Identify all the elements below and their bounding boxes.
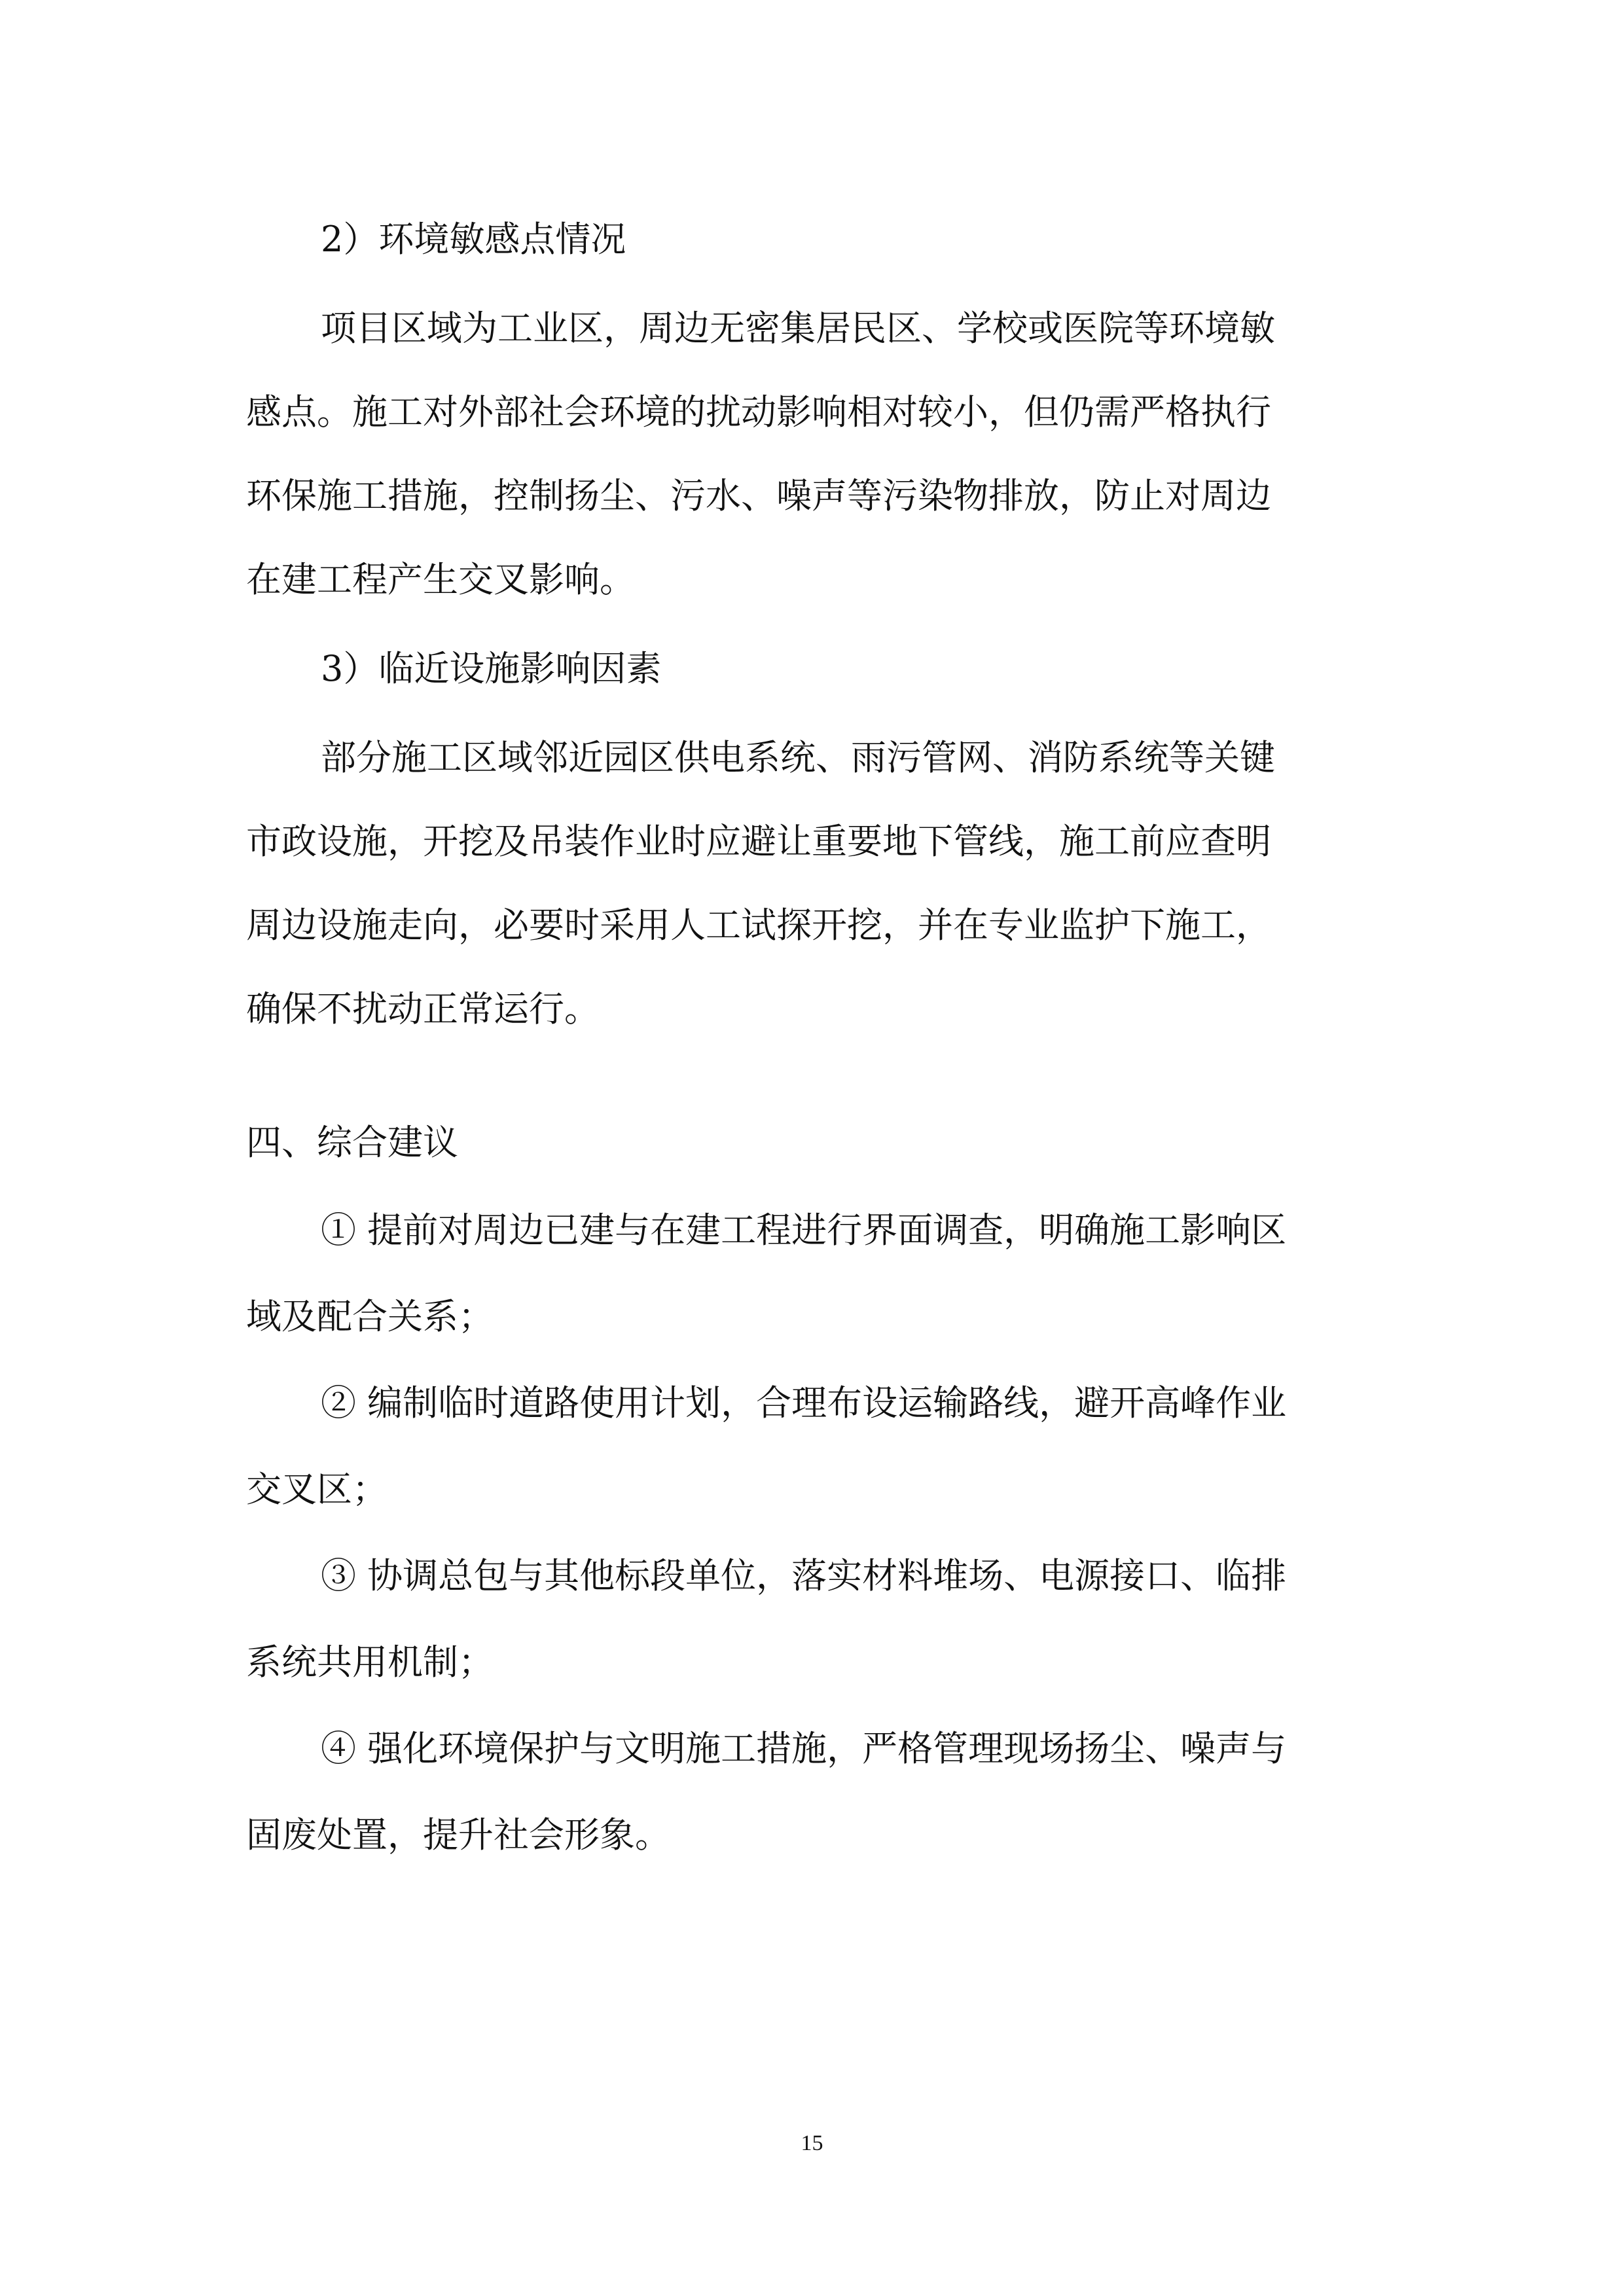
recommendation-item-2-line2: 交叉区； bbox=[246, 1469, 388, 1510]
recommendation-item-3-line1: ③ 协调总包与其他标段单位，落实材料堆场、电源接口、临排 bbox=[321, 1555, 1287, 1596]
recommendation-item-4-line2: 固废处置，提升社会形象。 bbox=[246, 1814, 670, 1856]
section-heading-recommendations: 四、综合建议 bbox=[246, 1122, 458, 1163]
paragraph-line: 市政设施，开挖及吊装作业时应避让重要地下管线，施工前应查明 bbox=[246, 821, 1271, 862]
paragraph-line: 部分施工区域邻近园区供电系统、雨污管网、消防系统等关键 bbox=[321, 737, 1275, 778]
section-heading-adjacent-facilities: 3）临近设施影响因素 bbox=[321, 648, 662, 689]
paragraph-line: 确保不扰动正常运行。 bbox=[246, 988, 600, 1030]
paragraph-line: 周边设施走向，必要时采用人工试探开挖，并在专业监护下施工， bbox=[246, 905, 1271, 946]
section-heading-env-sensitive: 2）环境敏感点情况 bbox=[321, 219, 626, 260]
paragraph-line: 感点。施工对外部社会环境的扰动影响相对较小，但仍需严格执行 bbox=[246, 391, 1271, 433]
recommendation-item-3-line2: 系统共用机制； bbox=[246, 1641, 494, 1683]
recommendation-item-1-line1: ① 提前对周边已建与在建工程进行界面调查，明确施工影响区 bbox=[321, 1210, 1287, 1251]
paragraph-line: 环保施工措施，控制扬尘、污水、噪声等污染物排放，防止对周边 bbox=[246, 475, 1271, 516]
recommendation-item-2-line1: ② 编制临时道路使用计划，合理布设运输路线，避开高峰作业 bbox=[321, 1382, 1287, 1424]
recommendation-item-1-line2: 域及配合关系； bbox=[246, 1296, 494, 1337]
paragraph-line: 在建工程产生交叉影响。 bbox=[246, 559, 635, 600]
page-number: 15 bbox=[801, 2131, 823, 2155]
recommendation-item-4-line1: ④ 强化环境保护与文明施工措施，严格管理现场扬尘、噪声与 bbox=[321, 1728, 1287, 1769]
paragraph-line: 项目区域为工业区，周边无密集居民区、学校或医院等环境敏 bbox=[321, 308, 1275, 349]
